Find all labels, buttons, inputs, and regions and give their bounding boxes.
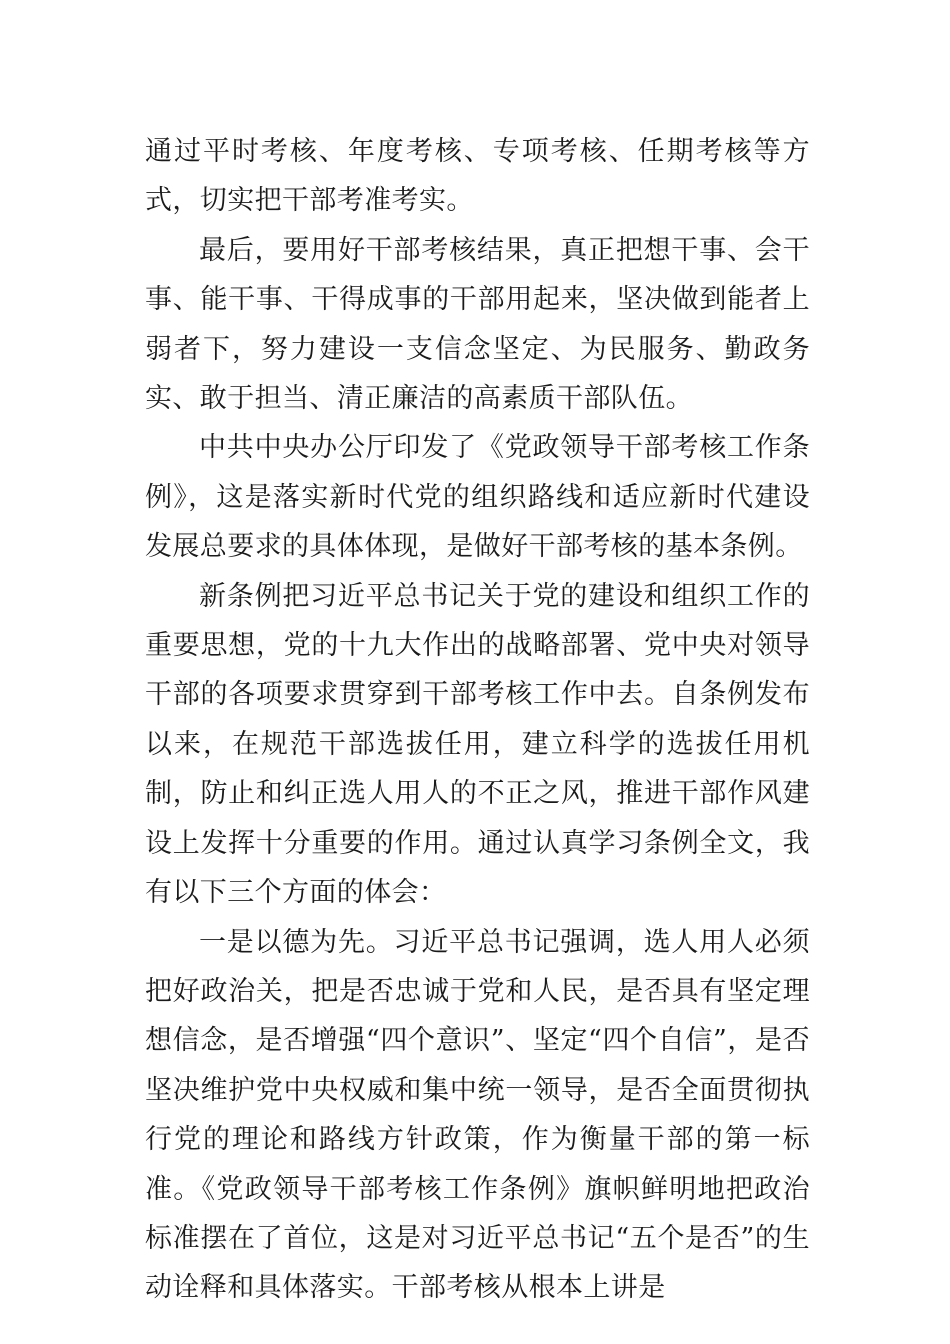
paragraph-regulation-significance: 新条例把习近平总书记关于党的建设和组织工作的重要思想，党的十九大作出的战略部署、党中央对领导干部的各项要求贯穿到干部考核工作中去。自条例发布以来，在规范干部选拔任用，建立科学的选拔任用机制，防止和纠正选人用人的不正之风，推进干部作风建设上发挥十分重要的作用。通过认真学习条例全文，我有以下三个方面的体会： [145,580,810,909]
paragraph-conclusion: 最后，要用好干部考核结果，真正把想干事、会干事、能干事、干得成事的干部用起来，坚决做到能者上弱者下，努力建设一支信念坚定、为民服务、勤政务实、敢于担当、清正廉洁的高素质干部队伍。 [145,234,810,415]
paragraph-regulation-intro: 中共中央办公厅印发了《党政领导干部考核工作条例》，这是落实新时代党的组织路线和适应新时代建设发展总要求的具体体现，是做好干部考核的基本条例。 [145,432,810,563]
document-body [145,127,810,1313]
paragraph-point-one: 一是以德为先。习近平总书记强调，选人用人必须把好政治关，把是否忠诚于党和人民，是否具有坚定理想信念，是否增强“四个意识”、坚定“四个自信”，是否坚决维护党中央权威和集中统一领导，是否全面贯彻执行党的理论和路线方针政策，作为衡量干部的第一标准。《党政领导干部考核工作条例》旗帜鲜明地把政治标准摆在了首位，这是对习近平总书记“五个是否”的生动诠释和具体落实。干部考核从根本上讲是 [145,926,810,1304]
paragraph-continuation: 通过平时考核、年度考核、专项考核、任期考核等方式，切实把干部考准考实。 [145,136,810,217]
